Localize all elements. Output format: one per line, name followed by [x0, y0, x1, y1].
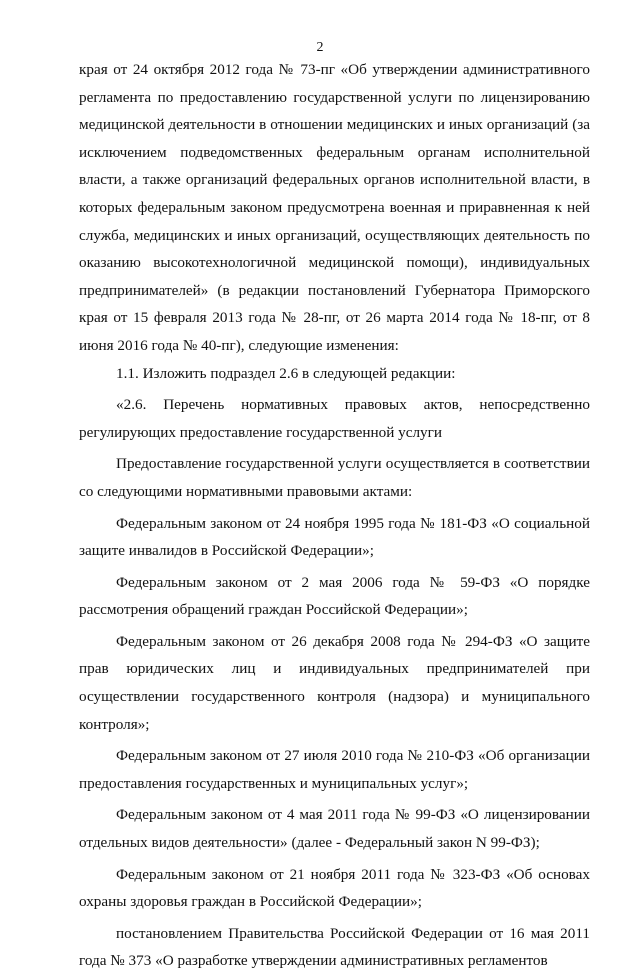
- paragraph-resolution-373: постановлением Правительства Российской Федерации от 16 мая 2011 года № 373 «О разработке утверждении административных регламентов: [79, 924, 590, 970]
- document-body: [79, 56, 590, 975]
- paragraph-item-1-1: 1.1. Изложить подраздел 2.6 в следующей редакции:: [116, 364, 456, 382]
- paragraph-law-323: Федеральным законом от 21 ноября 2011 года № 323-ФЗ «Об основах охраны здоровья граждан в Российской Федерации»;: [79, 865, 590, 911]
- paragraph-law-294: Федеральным законом от 26 декабря 2008 года № 294-ФЗ «О защите прав юридических лиц и индивидуальных предпринимателей при осуществлении государственного контроля (надзора) и муниципального контроля»;: [79, 632, 590, 733]
- paragraph-acts-intro: Предоставление государственной услуги осуществляется в соответствии со следующими нормативными правовыми актами:: [79, 455, 590, 500]
- paragraph-law-210: Федеральным законом от 27 июля 2010 года № 210-ФЗ «Об организации предоставления государственных и муниципальных услуг»;: [79, 747, 590, 792]
- paragraph-law-59: Федеральным законом от 2 мая 2006 года № 59-ФЗ «О порядке рассмотрения обращений граждан Российской Федерации»;: [79, 573, 590, 619]
- paragraph-law-99: Федеральным законом от 4 мая 2011 года № 99-ФЗ «О лицензировании отдельных видов деятельности» (далее - Федеральный закон N 99-ФЗ);: [79, 806, 590, 852]
- paragraph-intro: края от 24 октября 2012 года № 73-пг «Об утверждении административного регламента по предоставлению государственной услуги по лицензированию медицинской деятельности в отношении медицинских и иных организаций (за исключением подведомственных федеральным органам исполнительной власти, а также организаций федеральных органов исполнительной власти, в которых федеральным законом предусмотрена военная и приравненная к ней служба, медицинских и иных организаций, осуществляющих деятельность по оказанию высокотехнологичной медицинской помощи), индивидуальных предпринимателей» (в редакции постановлений Губернатора Приморского края от 15 февраля 2013 года № 28-пг, от 26 марта 2014 года № 18-пг, от 8 июня 2016 года № 40-пг), следующие изменения:: [79, 61, 590, 354]
- page-number: 2: [316, 40, 324, 55]
- paragraph-law-181: Федеральным законом от 24 ноября 1995 года № 181-ФЗ «О социальной защите инвалидов в Российской Федерации»;: [79, 514, 590, 560]
- paragraph-section-heading: «2.6. Перечень нормативных правовых актов, непосредственно регулирующих предоставление государственной услуги: [79, 396, 590, 441]
